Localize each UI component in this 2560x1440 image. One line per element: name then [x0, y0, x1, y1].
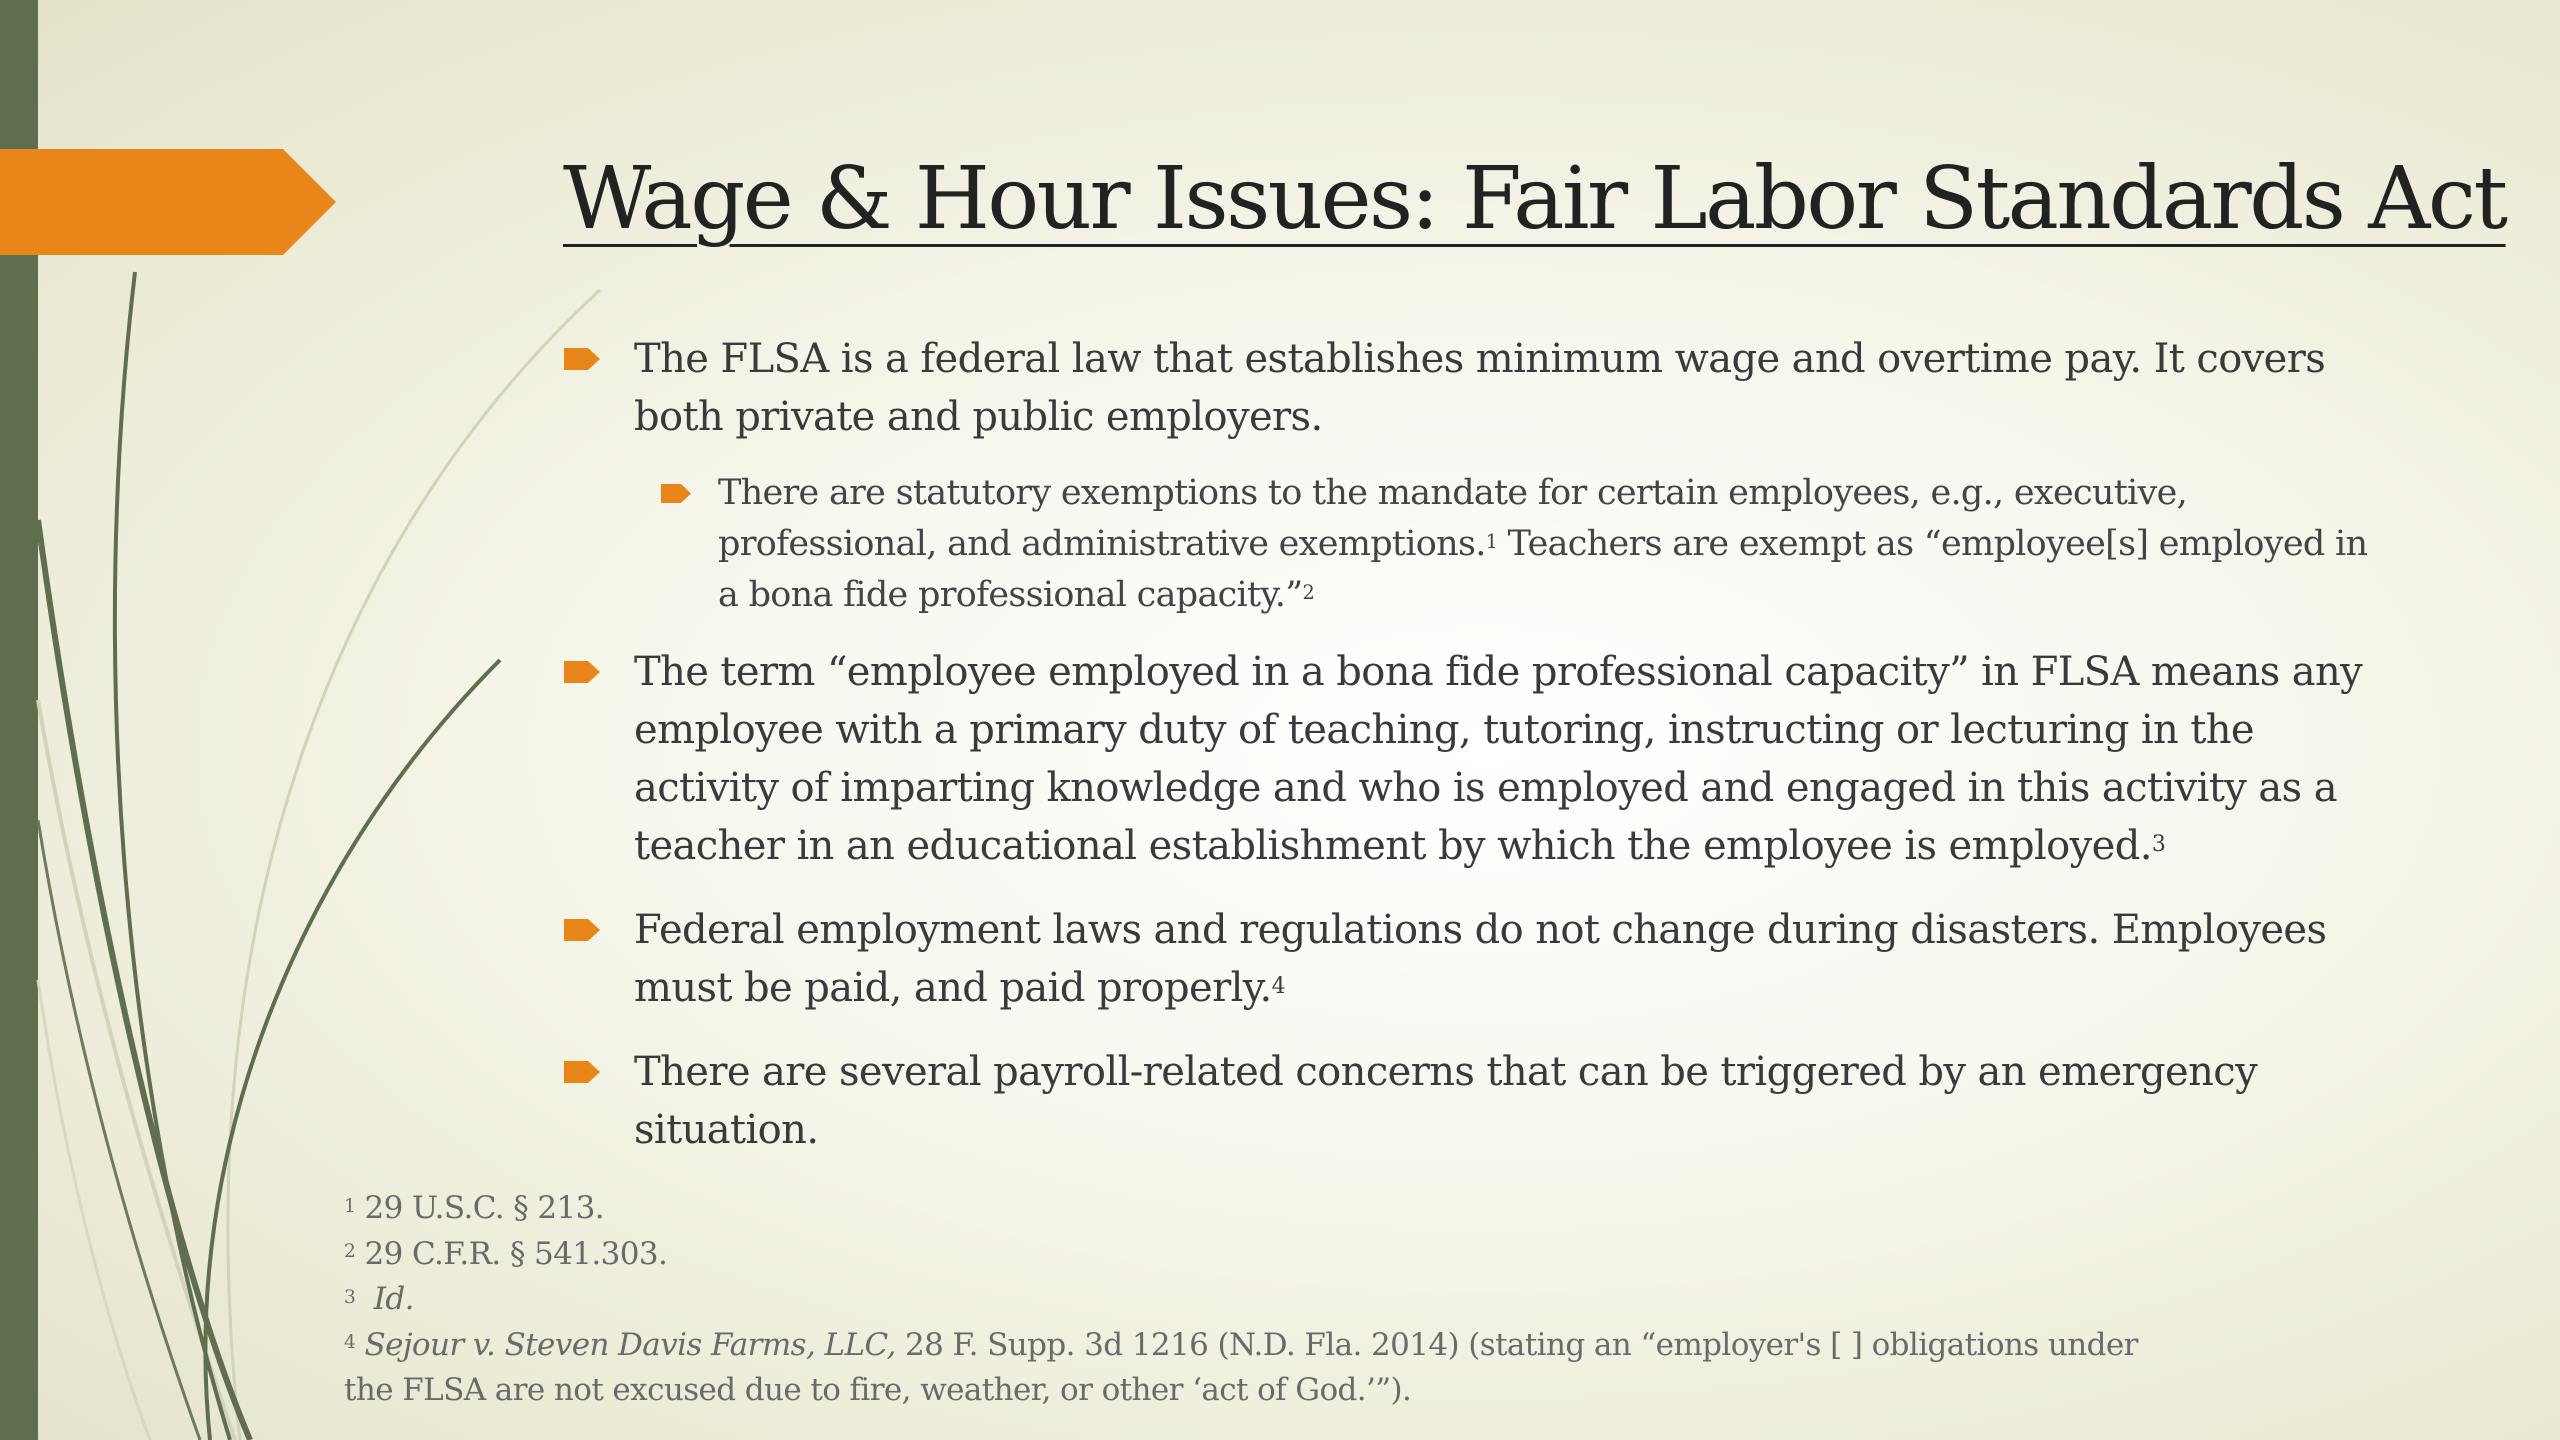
slide-title: Wage & Hour Issues: Fair Labor Standards Act: [563, 149, 2506, 249]
footnote-ref: 4: [1271, 974, 1285, 1000]
arrow-bullet-icon: [564, 348, 600, 370]
footnote-ref: 2: [1302, 581, 1314, 605]
footnote-case-name: Sejour v. Steven Davis Farms, LLC,: [364, 1326, 896, 1363]
title-arrow-shape: [0, 149, 336, 255]
footnote-text: 29 C.F.R. § 541.303.: [364, 1235, 668, 1272]
bullet-item: [562, 1043, 2382, 1159]
curve-dark-1: [115, 272, 230, 1440]
footnote-ref: 1: [1485, 530, 1498, 554]
footnote-3: [344, 1277, 2144, 1323]
footnote-text: Id.: [373, 1281, 414, 1317]
footnote-number: 2: [344, 1241, 356, 1262]
arrow-bullet-icon: [564, 1061, 600, 1083]
bullet-item: [562, 901, 2382, 1017]
footnote-ref: 3: [2151, 832, 2166, 858]
bullet-text: Federal employment laws and regulations do not change during disasters. Employees must be paid, and paid properly.: [634, 907, 2327, 1011]
footnotes: [344, 1186, 2144, 1414]
footnote-number: 3: [344, 1286, 356, 1308]
bullet-text: There are several payroll-related concerns that can be triggered by an emergency situation.: [634, 1049, 2258, 1153]
bullet-list: [562, 330, 2382, 1185]
arrow-bullet-icon: [564, 661, 600, 683]
arrow-bullet-icon: [661, 484, 691, 503]
bullet-text: The term “employee employed in a bona fide professional capacity” in FLSA means any employee with a primary duty of teaching, tutoring, instructing or lecturing in the activity of imparting knowledge and who is employed and engaged in this activity as a teacher in an educational establishment by which the employee is employed.: [634, 649, 2363, 869]
sub-bullet-text-part2: Teachers are exempt as “employee[s] employed in a bona fide professional capacity.”: [718, 524, 2368, 615]
footnote-2: [344, 1232, 2144, 1278]
footnote-number: 1: [344, 1195, 356, 1217]
bullet-text: The FLSA is a federal law that establishes minimum wage and overtime pay. It covers both private and public employers.: [634, 336, 2326, 440]
curve-dark-2: [38, 520, 250, 1440]
footnote-text: 28 F. Supp. 3d 1216 (N.D. Fla. 2014) (stating an “employer's [ ] obligations under: [895, 1326, 2138, 1363]
sub-bullet-text-part1: There are statutory exemptions to the mandate for certain employees, e.g., executive, professional, and administrative exemptions.: [718, 473, 2188, 564]
bullet-item: [562, 643, 2382, 875]
footnote-number: 4: [344, 1332, 356, 1353]
arrow-bullet-icon: [564, 919, 600, 941]
footnote-text: 29 U.S.C. § 213.: [364, 1190, 605, 1226]
footnote-1: [344, 1186, 2144, 1232]
sub-bullet-item: [562, 468, 2382, 621]
footnote-4-continued: the FLSA are not excused due to fire, weather, or other ‘act of God.’”).: [344, 1372, 1412, 1408]
bullet-item: [562, 330, 2382, 446]
footnote-4: [344, 1323, 2144, 1369]
